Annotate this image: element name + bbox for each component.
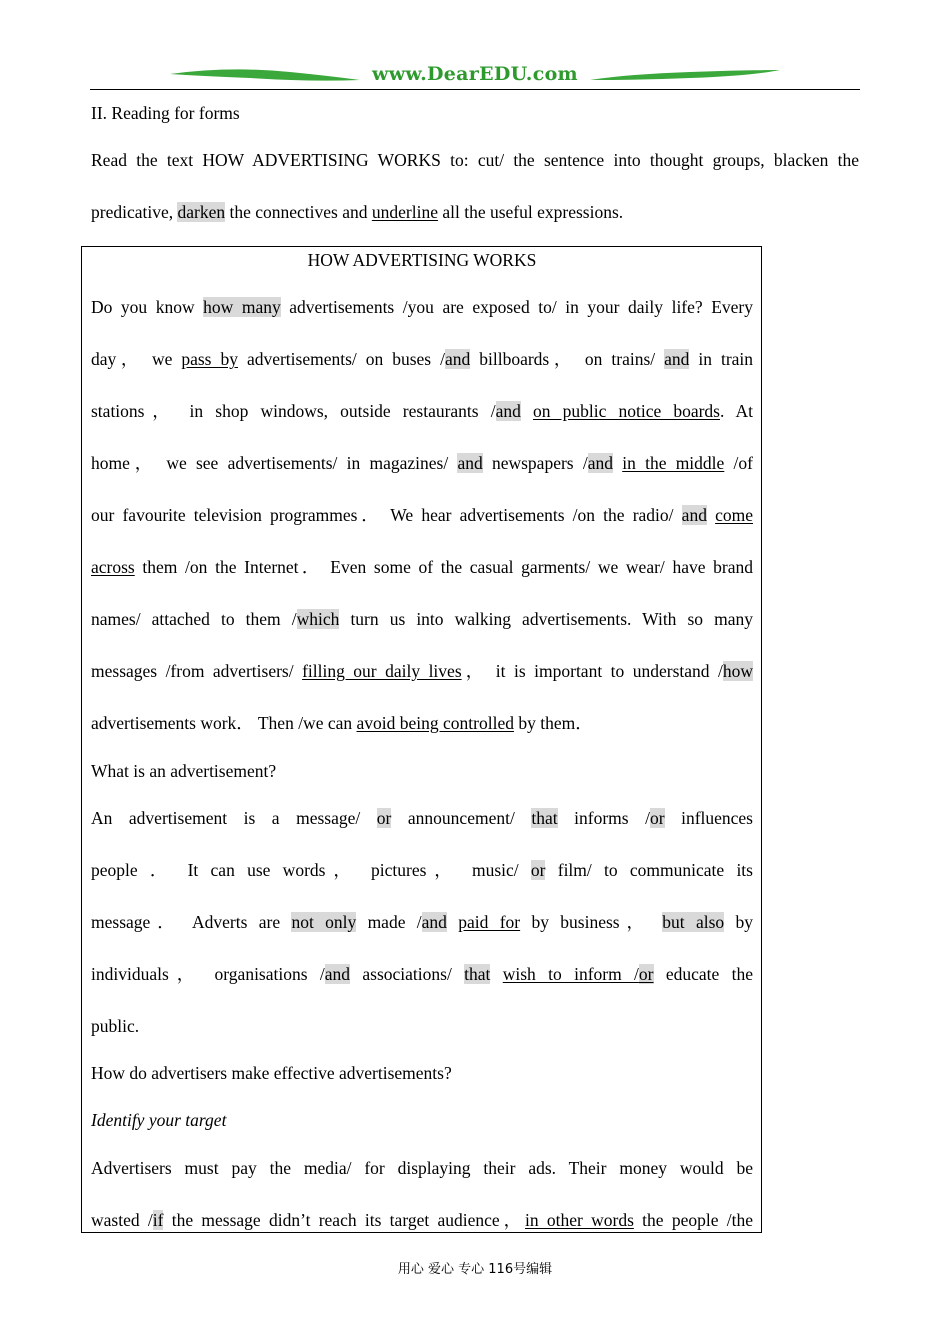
text-fragment: home， we see advertisements/ in magazines/ — [91, 453, 458, 473]
useful-expression: across — [91, 557, 135, 577]
paragraph-line — [91, 911, 753, 933]
connective: and — [495, 401, 521, 421]
paragraph-line — [91, 296, 753, 318]
text-fragment: names/ attached to them / — [91, 609, 297, 629]
paragraph-line — [91, 452, 753, 474]
darken-example: darken — [177, 202, 226, 222]
text-fragment: message． Adverts are — [91, 912, 292, 932]
section-heading: II. Reading for forms — [91, 103, 240, 123]
instruction-text: predicative, — [91, 202, 178, 222]
text-fragment — [707, 505, 715, 525]
right-leaf-decoration — [590, 68, 780, 78]
connective: or — [376, 808, 392, 828]
text-fragment: turn us into walking advertisements. With so many — [339, 609, 754, 629]
instruction-text: all the useful expressions. — [437, 202, 624, 222]
text-fragment: advertisements/ on buses / — [237, 349, 445, 369]
connective: and — [457, 453, 483, 473]
text-fragment: newspapers / — [482, 453, 588, 473]
text-fragment: messages /from advertisers/ — [91, 661, 303, 681]
useful-expression: on public notice boards — [533, 401, 720, 421]
header-rule — [90, 89, 860, 90]
paragraph-line — [91, 504, 753, 526]
paragraph-line — [91, 608, 753, 630]
underline-example: underline — [371, 202, 438, 222]
text-fragment: advertisements work． Then /we can — [91, 713, 357, 733]
paragraph-line — [91, 859, 753, 881]
connective: but also — [662, 912, 725, 932]
subheading: Identify your target — [91, 1110, 227, 1130]
connective: and — [444, 349, 471, 369]
instruction-text: the connectives and — [225, 202, 372, 222]
reading-text-box — [81, 246, 762, 1233]
text-fragment: our favourite television programmes． We hear advertisements /on the radio/ — [91, 505, 682, 525]
connective: and — [664, 349, 690, 369]
question-heading: How do advertisers make effective advertisements? — [91, 1063, 452, 1083]
text-fragment — [447, 912, 458, 932]
text-fragment: them /on the Internet． Even some of the casual garments/ we wear/ have brand — [134, 557, 753, 577]
left-leaf-decoration — [170, 68, 360, 78]
useful-expression: wish to inform / — [502, 964, 639, 984]
paragraph-line — [91, 556, 753, 578]
useful-expression: in other words — [524, 1210, 634, 1230]
connective: that — [531, 808, 558, 828]
text-fragment: billboards， on trains/ — [470, 349, 665, 369]
paragraph-line — [91, 660, 753, 682]
useful-expression: paid for — [458, 912, 521, 932]
connective: how — [722, 661, 754, 681]
connective: how many — [203, 297, 281, 317]
text-fragment: associations/ — [350, 964, 465, 984]
text-fragment: ， it is important to understand / — [461, 661, 723, 681]
page-header — [90, 62, 860, 90]
text-fragment: made / — [356, 912, 422, 932]
connective: and — [681, 505, 707, 525]
useful-expression: pass by — [181, 349, 238, 369]
text-fragment: stations， in shop windows, outside restaurants / — [91, 401, 496, 421]
connective: and — [324, 964, 351, 984]
useful-expression: come — [715, 505, 754, 525]
text-fragment: in train — [689, 349, 754, 369]
text-fragment — [490, 964, 502, 984]
paragraph-line: public. — [91, 1016, 140, 1036]
text-fragment: An advertisement is a message/ — [91, 808, 377, 828]
text-fragment: informs / — [557, 808, 650, 828]
paragraph-line — [91, 712, 593, 734]
text-fragment: by — [724, 912, 753, 932]
text-fragment: wasted / — [91, 1210, 153, 1230]
connective: that — [464, 964, 491, 984]
connective: or — [638, 964, 654, 984]
connective: or — [649, 808, 665, 828]
paragraph-line — [91, 963, 753, 985]
question-heading: What is an advertisement? — [91, 761, 277, 781]
text-title: HOW ADVERTISING WORKS — [307, 250, 537, 270]
text-fragment: individuals， organisations / — [91, 964, 325, 984]
paragraph-line — [91, 807, 753, 829]
connective: or — [530, 860, 546, 880]
useful-expression: filling our daily lives — [302, 661, 462, 681]
text-fragment: announcement/ — [391, 808, 532, 828]
useful-expression: in the middle — [622, 453, 725, 473]
text-fragment: by them． — [513, 713, 593, 733]
text-fragment: film/ to communicate its — [545, 860, 753, 880]
instruction-line-2 — [91, 201, 623, 223]
connective: if — [152, 1210, 164, 1230]
text-fragment: /of — [724, 453, 753, 473]
paragraph-line: Advertisers must pay the media/ for displaying their ads. Their money would be — [91, 1158, 753, 1178]
text-fragment: by business， — [520, 912, 663, 932]
paragraph-line — [91, 348, 753, 370]
connective: and — [421, 912, 447, 932]
text-fragment: the people /the — [633, 1210, 753, 1230]
text-fragment — [613, 453, 622, 473]
text-fragment: the message didn’t reach its target audience， — [163, 1210, 525, 1230]
site-logo: www.DearEDU.com — [372, 63, 578, 85]
text-fragment: influences — [664, 808, 753, 828]
useful-expression: avoid being controlled — [356, 713, 514, 733]
connective: not only — [291, 912, 357, 932]
text-fragment: Do you know — [91, 297, 204, 317]
instruction-line-1: Read the text HOW ADVERTISING WORKS to: cut/ the sentence into thought groups, blacken the — [91, 150, 859, 170]
text-fragment: day， we — [91, 349, 182, 369]
connective: which — [296, 609, 340, 629]
page-footer: 用心 爱心 专心 116号编辑 — [397, 1262, 553, 1277]
paragraph-line — [91, 400, 753, 422]
text-fragment: . At — [720, 401, 754, 421]
paragraph-line — [91, 1209, 753, 1231]
text-fragment: educate the — [653, 964, 753, 984]
text-fragment — [521, 401, 533, 421]
connective: and — [587, 453, 613, 473]
text-fragment: advertisements /you are exposed to/ in your daily life? Every — [280, 297, 753, 317]
text-fragment: people ． It can use words， pictures， music/ — [91, 860, 531, 880]
